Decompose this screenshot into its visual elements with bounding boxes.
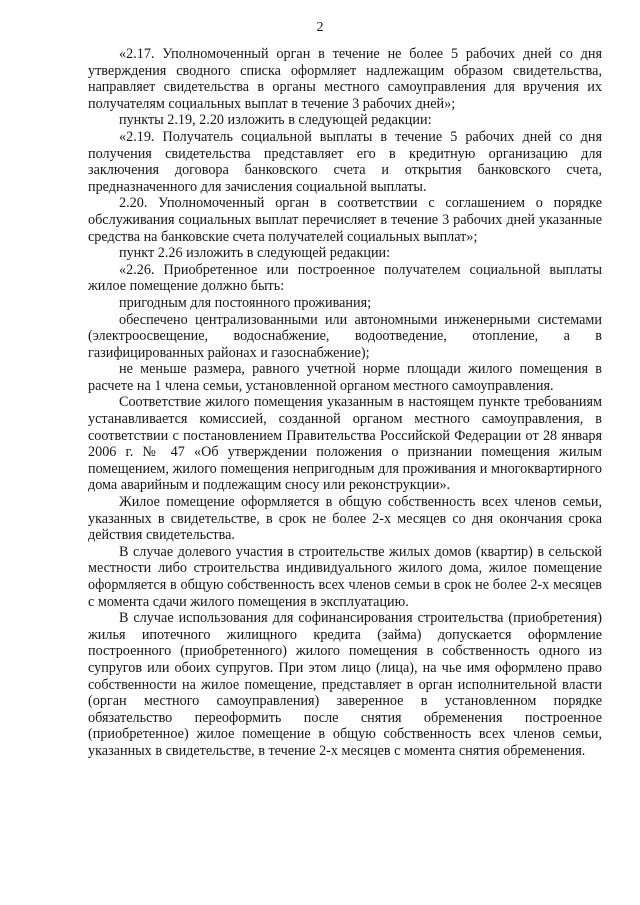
paragraph-2-26: «2.26. Приобретенное или построенное получателем социальной выплаты жилое помещение должно быть: <box>88 261 602 295</box>
requirement-area: не меньше размера, равного учетной норме площади жилого помещения в расчете на 1 члена семьи, установленной органом местного самоуправления. <box>88 361 602 394</box>
paragraph-amend-2-19-2-20: пункты 2.19, 2.20 изложить в следующей редакции: <box>119 112 432 129</box>
paragraph-2-19: «2.19. Получатель социальной выплаты в течение 5 рабочих дней со дня получения свидетельства представляет его в кредитную организацию для заключения договора банковского счета и открытия банковского счета, предназначенного для зачисления социальной выплаты. <box>88 128 602 195</box>
paragraph-compliance: Соответствие жилого помещения указанным в настоящем пункте требованиям устанавливается комиссией, созданной органом местного самоуправления, в соответствии с постановлением Правительства Российской Федерации от 28 января 2006 г. № 47 «Об утверждении положения о признании помещения жилым помещением, жилого помещения непригодным для проживания и многоквартирного дома аварийным и подлежащим сносу или реконструкции». <box>88 394 602 494</box>
paragraph-shared-construction: В случае долевого участия в строительстве жилых домов (квартир) в сельской местности либо строительства индивидуального жилого дома, жилое помещение оформляется в общую собственность всех членов семьи в срок не более 2-х месяцев с момента сдачи жилого помещения в эксплуатацию. <box>88 543 602 610</box>
requirement-habitable: пригодным для постоянного проживания; <box>119 294 372 311</box>
paragraph-ownership: Жилое помещение оформляется в общую собственность всех членов семьи, указанных в свидетельстве, в срок не более 2-х месяцев со дня окончания срока действия свидетельства. <box>88 494 602 544</box>
paragraph-2-20: 2.20. Уполномоченный орган в соответствии с соглашением о порядке обслуживания социальных выплат перечисляет в течение 3 рабочих дней указанные средства на банковские счета получателей социальных выплат»; <box>88 195 602 245</box>
page-number: 2 <box>316 20 324 35</box>
paragraph-mortgage: В случае использования для софинансирования строительства (приобретения) жилья ипотечного жилищного кредита (займа) допускается оформление построенного (приобретенного) жилого помещения в собственность одного из супругов или обоих супругов. При этом лицо (лица), на чье имя оформлено право собственности на жилое помещение, представляет в орган исполнительной власти (орган местного самоуправления) заверенное в установленном порядке обязательство переоформить после снятия обременения построенное (приобретенное) жилое помещение в общую собственность всех членов семьи, указанных в свидетельстве, в течение 2-х месяцев с момента снятия обременения. <box>88 610 602 759</box>
document-body <box>88 46 602 760</box>
paragraph-amend-2-26: пункт 2.26 изложить в следующей редакции: <box>119 245 391 262</box>
requirement-utilities: обеспечено централизованными или автономными инженерными системами (электроосвещение, водоснабжение, водоотведение, отопление, а в газифицированных районах и газоснабжение); <box>88 311 602 361</box>
paragraph-2-17: «2.17. Уполномоченный орган в течение не более 5 рабочих дней со дня утверждения сводного списка оформляет надлежащим образом свидетельства, направляет свидетельства в органы местного самоуправления для вручения их получателям социальных выплат в течение 3 рабочих дней»; <box>88 46 602 112</box>
